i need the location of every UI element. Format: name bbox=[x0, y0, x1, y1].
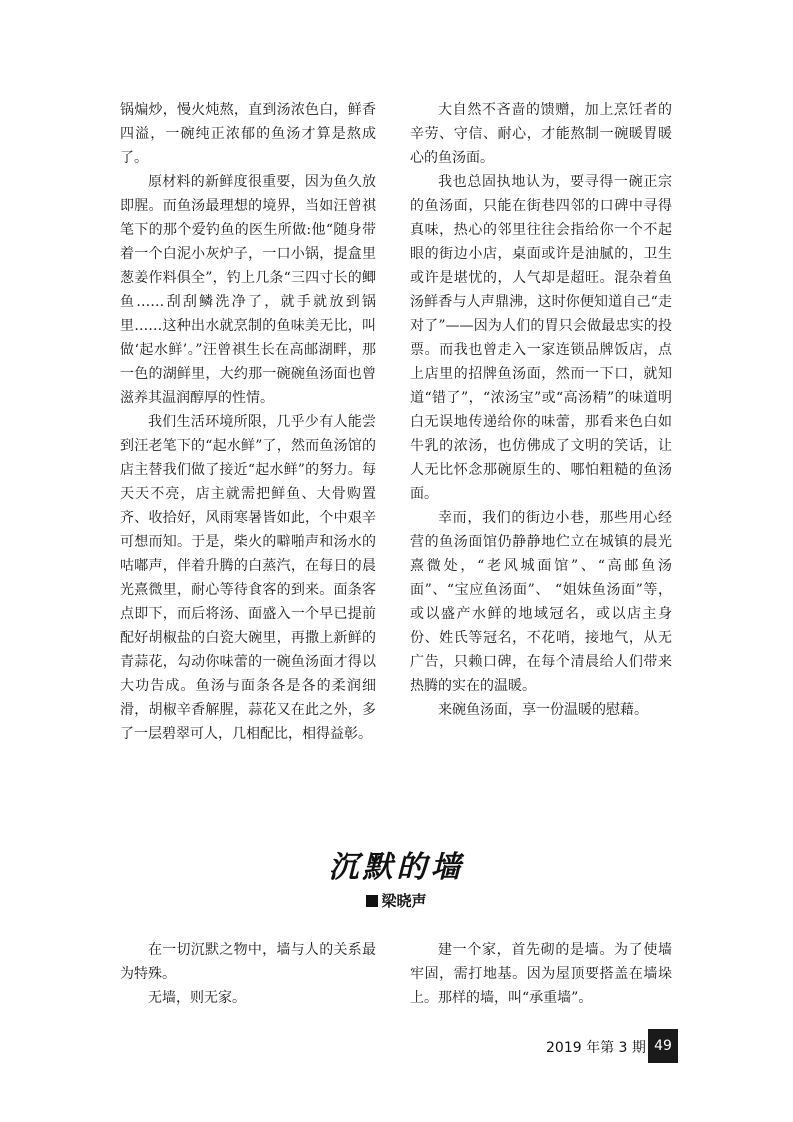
author-name: 梁晓声 bbox=[381, 892, 427, 910]
article-title: 沉默的墙 bbox=[328, 850, 465, 885]
paragraph: 大自然不吝啬的馈赠，加上烹饪者的辛劳、守信、耐心，才能熬制一碗暖胃暖心的鱼汤面。 bbox=[410, 102, 672, 166]
paragraph: 来碗鱼汤面，享一份温暖的慰藉。 bbox=[438, 702, 648, 718]
paragraph: 我们生活环境所限，几乎少有人能尝到汪老笔下的“起水鲜”了，然而鱼汤馆的店主替我们做了接近“起水鲜”的努力。每天天不亮，店主就需把鲜鱼、大骨购置齐、收拾好，风雨寒暑皆如此，个中艰辛可想而知。于是，柴火的噼啪声和汤水的咕嘟声，伴着升腾的白蒸汽，在每日的晨光熹微里，耐心等待食客的到来。面条客点即下，而后将汤、面盛入一个早已提前配好胡椒盐的白瓷大碗里，再撒上新鲜的青蒜花，勾动你味蕾的一碗鱼汤面才得以大功告成。鱼汤与面条各是各的柔润细滑，胡椒辛香解腥，蒜花又在此之外，多了一层碧翠可人，几相配比，相得益彰。 bbox=[120, 414, 376, 742]
paragraph: 在一切沉默之物中，墙与人的关系最为特殊。 bbox=[120, 942, 376, 982]
paragraph: 原材料的新鲜度很重要，因为鱼久放即腥。而鱼汤最理想的境界，当如汪曾祺笔下的那个爱钓鱼的医生所做:他“随身带着一个白泥小灰炉子，一口小锅，提盒里葱姜作料俱全”，钓上几条“三四寸长的鲫鱼……刮刮鳞洗净了，就手就放到锅里……这种出水就烹制的鱼味美无比，叫做‘起水鲜’。”汪曾祺生长在高邮湖畔，那一色的湖鲜里，大约那一碗碗鱼汤面也曾滋养其温润醇厚的性情。 bbox=[120, 174, 376, 406]
paragraph: 建一个家，首先砌的是墙。为了使墙牢固，需打地基。因为屋顶要搭盖在墙垛上。那样的墙，叫“承重墙”。 bbox=[410, 942, 672, 1006]
paragraph: 幸而，我们的街边小巷，那些用心经营的鱼汤面馆仍静静地伫立在城镇的晨光熹微处，“老风城面馆”、“高邮鱼汤面”、“宝应鱼汤面”、 “姐妹鱼汤面”等，或以盛产水鲜的地域冠名，或以店主身份、姓氏等冠名，不花哨，接地气，从无广告，只赖口碑，在每个清晨给人们带来热腾的实在的温暖。 bbox=[410, 510, 672, 694]
article2-right-column bbox=[410, 938, 672, 1010]
page-number: 49 bbox=[648, 1029, 678, 1063]
article1-right-column bbox=[410, 98, 672, 722]
article2-left-column bbox=[120, 938, 376, 1010]
article1-left-column bbox=[120, 98, 376, 746]
author-byline bbox=[0, 890, 793, 911]
paragraph: 无墙，则无家。 bbox=[148, 990, 246, 1006]
square-bullet-icon bbox=[366, 895, 378, 907]
issue-label: 2019 年第 3 期 bbox=[546, 1040, 646, 1056]
paragraph: 锅煸炒，慢火炖熬，直到汤浓色白，鲜香四溢，一碗纯正浓郁的鱼汤才算是熬成了。 bbox=[120, 102, 376, 166]
paragraph: 我也总固执地认为，要寻得一碗正宗的鱼汤面，只能在街巷四邻的口碑中寻得真味，热心的邻里往往会指给你一个不起眼的街边小店，桌面或许是油腻的，卫生或许是堪忧的，人气却是超旺。混杂着鱼汤鲜香与人声鼎沸，这时你便知道自己“走对了”——因为人们的胃只会做最忠实的投票。而我也曾走入一家连锁品牌饭店，点上店里的招牌鱼汤面，然而一下口，就知道“错了”，“浓汤宝”或“高汤精”的味道明白无误地传递给你的味蕾，那看来色白如牛乳的浓汤，也仿佛成了文明的笑话，让人无比怀念那碗原生的、哪怕粗糙的鱼汤面。 bbox=[410, 174, 672, 502]
